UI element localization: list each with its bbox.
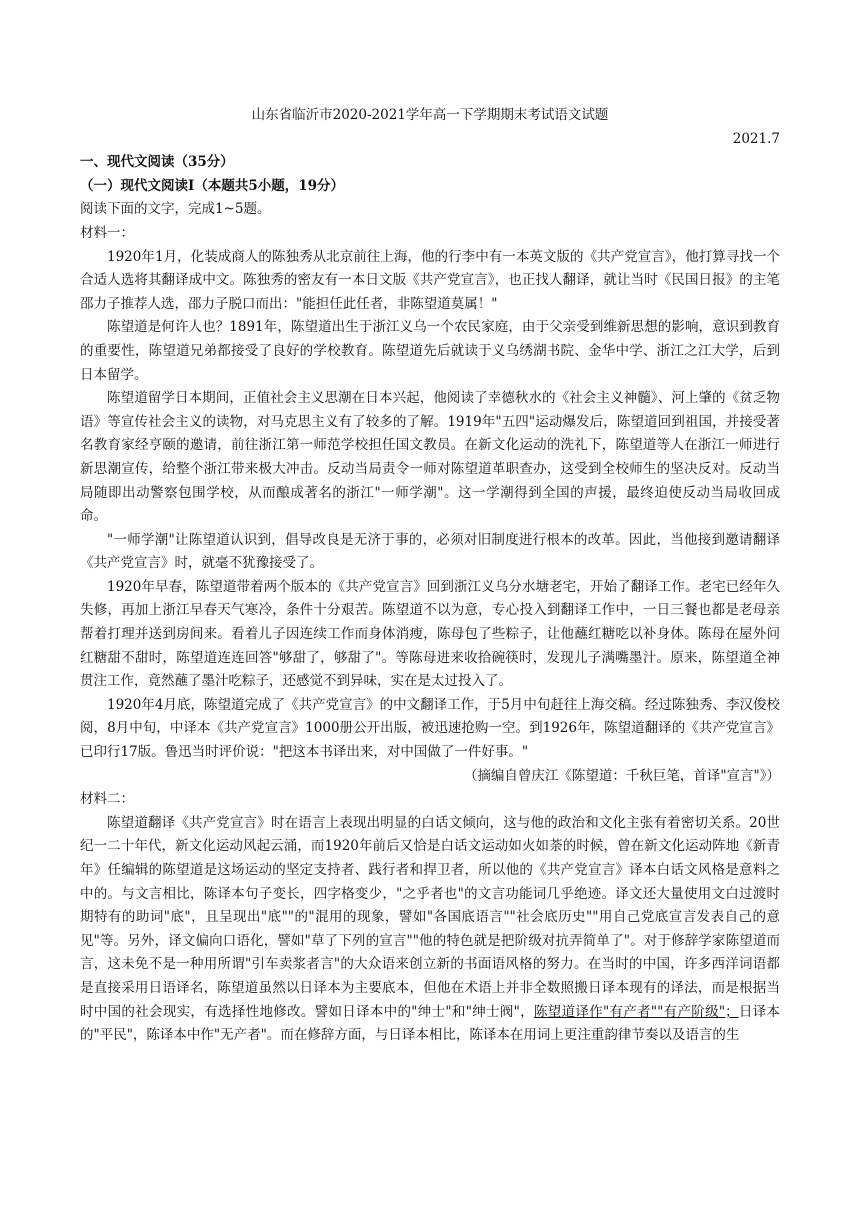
document-date: 2021.7 (732, 130, 780, 147)
material-one-paragraph: "一师学潮"让陈望道认识到，倡导改良是无济于事的，必须对旧制度进行根本的改革。因此，当他接到邀请翻译《共产党宣言》时，就毫不犹豫接受了。 (80, 531, 780, 572)
material-one-source: （摘编自曾庆江《陈望道：千秋巨笔，首译"宣言"》） (463, 767, 780, 784)
material-one-paragraph: 1920年1月，化装成商人的陈独秀从北京前往上海，他的行李中有一本英文版的《共产党宣言》，他打算寻找一个合适人选将其翻译成中文。陈独秀的密友有一本日文版《共产党宣言》，也正找人翻译，就让当时《民国日报》的主笔邵力子推荐人选，邵力子脱口而出："能担任此任者，非陈望道莫属！" (80, 248, 780, 312)
material-one-paragraph: 陈望道留学日本期间，正值社会主义思潮在日本兴起，他阅读了幸德秋水的《社会主义神髓》、河上肇的《贫乏物语》等宣传社会主义的读物，对马克思主义有了较多的了解。1919年"五四"运动爆发后，陈望道回到祖国，并接受著名教育家经亨颐的邀请，前往浙江第一师范学校担任国文教员。在新文化运动的洗礼下，陈望道等人在浙江一师进行新思潮宣传，给整个浙江带来极大冲击。反动当局责令一师对陈望道革职查办，这受到全校师生的坚决反对。反动当局随即出动警察包围学校，从而酿成著名的浙江"一师学潮"。这一学潮得到全国的声援，最终迫使反动当局收回成命。 (80, 390, 780, 525)
instruction-text: 阅读下面的文字，完成1~5题。 (80, 201, 271, 218)
section-heading: 一、现代文阅读（35分） (80, 154, 234, 171)
material-one-label: 材料一： (80, 224, 134, 241)
material-two-text-before: 陈望道翻译《共产党宣言》时在语言上表现出明显的白话文倾向，这与他的政治和文化主张有着密切关系。20世纪一二十年代，新文化运动风起云涌，而1920年前后又恰是白话文运动如火如荼的时候，曾在新文化运动阵地《新青年》任编辑的陈望道是这场运动的坚定支持者、践行者和捍卫者，所以他的《共产党宣言》译本白话文风格是意料之中的。与文言相比，陈译本句子变长，四字格变少，"之乎者也"的文言功能词几乎绝迹。译文还大量使用文白过渡时期特有的助词"底"，且呈现出"底""的"混用的现象，譬如"各国底语言""社会底历史""用自己党底宣言发表自己的意见"等。另外，译文偏向口语化，譬如"草了下列的宣言""他的特色就是把阶级对抗弄简单了"。对于修辞学家陈望道而言，这未免不是一种用所谓"引车卖浆者言"的大众语来创立新的书面语风格的努力。在当时的中国，许多西洋词语都是直接采用日语译名，陈望道虽然以日译本为主要底本，但他在术语上并非全数照搬日译本现有的译法，而是根据当时中国的社会现实，有选择性地修改。譬如日译本中的"绅士"和"绅士阀"， (80, 814, 780, 1020)
material-two-text-after: 日译本的"平民"，陈译本中作"无产者"。而在修辞方面，与日译本相比，陈译本在用词上更注重韵律节奏以及语言的生 (80, 1003, 781, 1044)
document-page (80, 104, 780, 1048)
document-title: 山东省临沂市2020-2021学年高一下学期期末考试语文试题 (251, 107, 609, 123)
material-two-underlined-text: 陈望道译作"有产者""有产阶级"； (533, 1003, 739, 1020)
material-two-label: 材料二： (80, 791, 134, 808)
sub-section-heading: （一）现代文阅读Ⅰ（本题共5小题，19分） (80, 177, 344, 194)
material-one-paragraph: 1920年4月底，陈望道完成了《共产党宣言》的中文翻译工作，于5月中旬赶往上海交稿。经过陈独秀、李汉俊校阅，8月中旬，中译本《共产党宣言》1000册公开出版，被迅速抢购一空。到1926年，陈望道翻译的《共产党宣言》已印行17版。鲁迅当时评价说："把这本书译出来，对中国做了一件好事。" (80, 696, 780, 761)
material-two-paragraph (80, 812, 780, 1048)
material-one-paragraph: 1920年早春，陈望道带着两个版本的《共产党宣言》回到浙江义乌分水塘老宅，开始了翻译工作。老宅已经年久失修，再加上浙江早春天气寒冷，条件十分艰苦。陈望道不以为意，专心投入到翻译工作中，一日三餐也都是老母亲帮着打理并送到房间来。看着儿子因连续工作而身体消瘦，陈母包了些粽子，让他蘸红糖吃以补身体。陈母在屋外问红糖甜不甜时，陈望道连连回答"够甜了，够甜了"。等陈母进来收拾碗筷时，发现儿子满嘴墨汁。原来，陈望道全神贯注工作，竟然蘸了墨汁吃粽子，还感觉不到异味，实在是太过投入了。 (80, 578, 780, 690)
material-one-paragraph: 陈望道是何许人也？1891年，陈望道出生于浙江义乌一个农民家庭，由于父亲受到维新思想的影响，意识到教育的重要性，陈望道兄弟都接受了良好的学校教育。陈望道先后就读于义乌绣湖书院、金华中学、浙江之江大学，后到日本留学。 (80, 319, 780, 383)
